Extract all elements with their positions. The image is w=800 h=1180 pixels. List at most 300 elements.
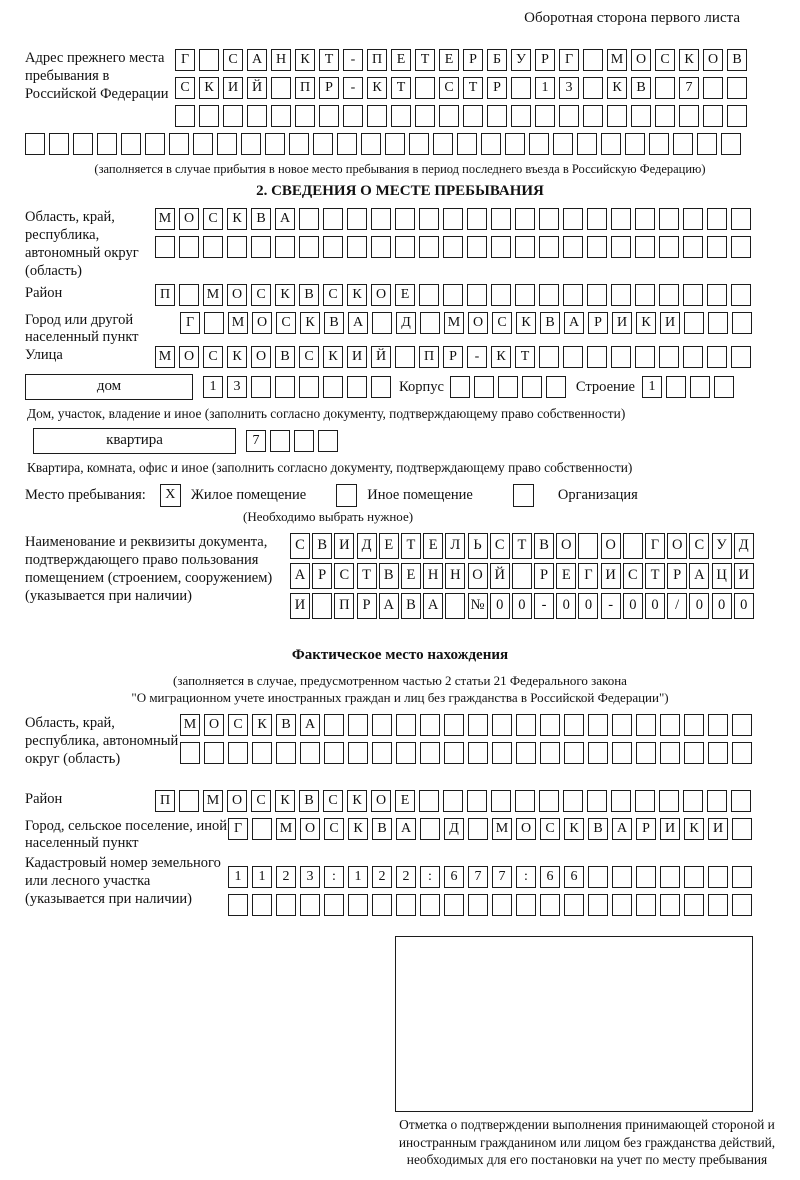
char-cell[interactable]: 1 [203, 376, 223, 398]
char-cell[interactable]: Е [395, 790, 415, 812]
char-cell[interactable] [385, 133, 405, 155]
char-cell[interactable]: И [601, 563, 621, 589]
char-cell[interactable]: 0 [689, 593, 709, 619]
char-cell[interactable]: С [290, 533, 310, 559]
char-cell[interactable] [635, 236, 655, 258]
char-cell[interactable] [564, 742, 584, 764]
char-cell[interactable] [347, 376, 367, 398]
char-cell[interactable] [659, 346, 679, 368]
char-cell[interactable] [419, 208, 439, 230]
char-cell[interactable]: И [347, 346, 367, 368]
char-cell[interactable] [481, 133, 501, 155]
char-cell[interactable]: О [468, 312, 488, 334]
char-cell[interactable]: Д [396, 312, 416, 334]
char-cell[interactable]: В [276, 714, 296, 736]
char-cell[interactable]: О [703, 49, 723, 71]
char-cell[interactable] [25, 133, 45, 155]
char-cell[interactable]: Т [512, 533, 532, 559]
char-cell[interactable] [271, 77, 291, 99]
char-cell[interactable]: 7 [679, 77, 699, 99]
fact-raion-row[interactable] [155, 790, 755, 812]
char-cell[interactable] [684, 742, 704, 764]
char-cell[interactable] [348, 714, 368, 736]
char-cell[interactable] [707, 790, 727, 812]
char-cell[interactable] [563, 790, 583, 812]
char-cell[interactable]: К [347, 284, 367, 306]
char-cell[interactable] [655, 77, 675, 99]
char-cell[interactable]: В [534, 533, 554, 559]
char-cell[interactable] [275, 236, 295, 258]
char-cell[interactable] [313, 133, 333, 155]
char-cell[interactable]: : [516, 866, 536, 888]
char-cell[interactable] [731, 208, 751, 230]
char-cell[interactable]: Т [515, 346, 535, 368]
char-cell[interactable] [707, 208, 727, 230]
char-cell[interactable]: О [516, 818, 536, 840]
char-cell[interactable] [731, 284, 751, 306]
char-cell[interactable] [708, 714, 728, 736]
char-cell[interactable] [587, 208, 607, 230]
char-cell[interactable]: 1 [642, 376, 662, 398]
char-cell[interactable]: К [295, 49, 315, 71]
char-cell[interactable] [732, 742, 752, 764]
char-cell[interactable] [294, 430, 314, 452]
char-cell[interactable]: Г [175, 49, 195, 71]
char-cell[interactable]: А [564, 312, 584, 334]
char-cell[interactable] [337, 133, 357, 155]
char-cell[interactable] [175, 105, 195, 127]
char-cell[interactable] [468, 714, 488, 736]
char-cell[interactable]: И [290, 593, 310, 619]
char-cell[interactable] [372, 714, 392, 736]
prev-address-row-1[interactable] [175, 49, 775, 71]
char-cell[interactable] [443, 284, 463, 306]
char-cell[interactable]: О [251, 346, 271, 368]
dom-row[interactable] [203, 376, 395, 398]
char-cell[interactable] [611, 790, 631, 812]
raion-row[interactable] [155, 284, 755, 306]
char-cell[interactable]: Н [271, 49, 291, 71]
char-cell[interactable] [611, 208, 631, 230]
char-cell[interactable]: А [612, 818, 632, 840]
char-cell[interactable] [553, 133, 573, 155]
char-cell[interactable] [588, 742, 608, 764]
char-cell[interactable] [612, 714, 632, 736]
char-cell[interactable]: Н [445, 563, 465, 589]
document-row-1[interactable] [290, 533, 775, 559]
char-cell[interactable] [468, 742, 488, 764]
fact-oblast-row-2[interactable] [180, 742, 775, 764]
char-cell[interactable]: И [612, 312, 632, 334]
char-cell[interactable]: Р [588, 312, 608, 334]
char-cell[interactable]: Р [535, 49, 555, 71]
char-cell[interactable] [203, 236, 223, 258]
char-cell[interactable]: С [251, 284, 271, 306]
char-cell[interactable] [703, 105, 723, 127]
char-cell[interactable]: К [348, 818, 368, 840]
char-cell[interactable] [491, 236, 511, 258]
char-cell[interactable]: 0 [512, 593, 532, 619]
char-cell[interactable]: С [689, 533, 709, 559]
char-cell[interactable]: 3 [559, 77, 579, 99]
char-cell[interactable]: К [252, 714, 272, 736]
char-cell[interactable] [468, 818, 488, 840]
char-cell[interactable] [635, 790, 655, 812]
char-cell[interactable]: П [295, 77, 315, 99]
char-cell[interactable] [666, 376, 686, 398]
char-cell[interactable]: Т [415, 49, 435, 71]
char-cell[interactable]: А [300, 714, 320, 736]
char-cell[interactable]: Й [371, 346, 391, 368]
char-cell[interactable]: К [491, 346, 511, 368]
char-cell[interactable] [467, 236, 487, 258]
char-cell[interactable] [727, 105, 747, 127]
char-cell[interactable] [635, 208, 655, 230]
char-cell[interactable]: Р [636, 818, 656, 840]
char-cell[interactable] [247, 105, 267, 127]
char-cell[interactable] [347, 208, 367, 230]
char-cell[interactable] [660, 742, 680, 764]
char-cell[interactable] [683, 208, 703, 230]
char-cell[interactable]: 2 [372, 866, 392, 888]
char-cell[interactable] [707, 236, 727, 258]
char-cell[interactable] [636, 894, 656, 916]
char-cell[interactable] [443, 790, 463, 812]
char-cell[interactable]: Б [487, 49, 507, 71]
char-cell[interactable] [636, 866, 656, 888]
char-cell[interactable] [450, 376, 470, 398]
char-cell[interactable] [540, 894, 560, 916]
char-cell[interactable]: Т [319, 49, 339, 71]
kvartira-row[interactable] [246, 430, 342, 452]
char-cell[interactable] [420, 312, 440, 334]
char-cell[interactable]: И [708, 818, 728, 840]
char-cell[interactable] [655, 105, 675, 127]
prev-address-row-2[interactable] [175, 77, 775, 99]
char-cell[interactable]: О [300, 818, 320, 840]
char-cell[interactable]: Ц [712, 563, 732, 589]
char-cell[interactable] [540, 714, 560, 736]
char-cell[interactable] [367, 105, 387, 127]
char-cell[interactable] [300, 894, 320, 916]
char-cell[interactable]: К [679, 49, 699, 71]
char-cell[interactable] [396, 894, 416, 916]
char-cell[interactable] [155, 236, 175, 258]
char-cell[interactable]: - [601, 593, 621, 619]
char-cell[interactable]: А [275, 208, 295, 230]
char-cell[interactable] [660, 714, 680, 736]
char-cell[interactable] [684, 866, 704, 888]
oblast-row-2[interactable] [155, 236, 775, 258]
stroenie-row[interactable] [642, 376, 738, 398]
char-cell[interactable]: О [179, 346, 199, 368]
char-cell[interactable] [564, 714, 584, 736]
char-cell[interactable] [611, 284, 631, 306]
char-cell[interactable] [563, 208, 583, 230]
char-cell[interactable] [673, 133, 693, 155]
char-cell[interactable] [515, 208, 535, 230]
char-cell[interactable]: 7 [468, 866, 488, 888]
char-cell[interactable]: С [490, 533, 510, 559]
char-cell[interactable] [492, 894, 512, 916]
char-cell[interactable] [348, 742, 368, 764]
char-cell[interactable]: М [444, 312, 464, 334]
char-cell[interactable]: П [155, 284, 175, 306]
char-cell[interactable]: К [367, 77, 387, 99]
char-cell[interactable] [299, 376, 319, 398]
char-cell[interactable]: Й [247, 77, 267, 99]
char-cell[interactable]: Е [391, 49, 411, 71]
char-cell[interactable]: М [155, 208, 175, 230]
char-cell[interactable]: В [324, 312, 344, 334]
char-cell[interactable]: - [343, 77, 363, 99]
char-cell[interactable]: Е [439, 49, 459, 71]
char-cell[interactable]: 0 [734, 593, 754, 619]
char-cell[interactable]: С [223, 49, 243, 71]
char-cell[interactable] [516, 894, 536, 916]
char-cell[interactable] [419, 236, 439, 258]
char-cell[interactable] [635, 346, 655, 368]
char-cell[interactable]: Е [395, 284, 415, 306]
char-cell[interactable] [540, 742, 560, 764]
char-cell[interactable]: М [203, 790, 223, 812]
char-cell[interactable]: К [684, 818, 704, 840]
char-cell[interactable] [97, 133, 117, 155]
char-cell[interactable]: 3 [227, 376, 247, 398]
char-cell[interactable]: Р [534, 563, 554, 589]
char-cell[interactable]: 0 [712, 593, 732, 619]
char-cell[interactable]: 0 [623, 593, 643, 619]
char-cell[interactable] [727, 77, 747, 99]
char-cell[interactable]: С [203, 346, 223, 368]
char-cell[interactable] [275, 376, 295, 398]
char-cell[interactable]: А [379, 593, 399, 619]
char-cell[interactable]: Г [578, 563, 598, 589]
char-cell[interactable] [539, 208, 559, 230]
char-cell[interactable]: М [228, 312, 248, 334]
char-cell[interactable]: О [371, 284, 391, 306]
char-cell[interactable] [180, 742, 200, 764]
char-cell[interactable] [318, 430, 338, 452]
char-cell[interactable] [324, 894, 344, 916]
char-cell[interactable] [511, 105, 531, 127]
char-cell[interactable]: Г [180, 312, 200, 334]
char-cell[interactable]: Ь [468, 533, 488, 559]
char-cell[interactable] [492, 742, 512, 764]
char-cell[interactable] [587, 236, 607, 258]
char-cell[interactable]: С [540, 818, 560, 840]
char-cell[interactable] [708, 742, 728, 764]
char-cell[interactable]: П [367, 49, 387, 71]
char-cell[interactable]: С [323, 284, 343, 306]
kadastr-row-2[interactable] [228, 894, 775, 916]
char-cell[interactable] [612, 894, 632, 916]
char-cell[interactable] [583, 105, 603, 127]
char-cell[interactable] [271, 105, 291, 127]
char-cell[interactable]: К [516, 312, 536, 334]
char-cell[interactable] [270, 430, 290, 452]
char-cell[interactable] [683, 790, 703, 812]
char-cell[interactable]: О [468, 563, 488, 589]
char-cell[interactable]: С [623, 563, 643, 589]
char-cell[interactable]: К [347, 790, 367, 812]
char-cell[interactable] [199, 49, 219, 71]
char-cell[interactable]: К [275, 284, 295, 306]
char-cell[interactable] [241, 133, 261, 155]
char-cell[interactable] [708, 894, 728, 916]
char-cell[interactable] [588, 866, 608, 888]
char-cell[interactable]: 1 [535, 77, 555, 99]
char-cell[interactable]: М [155, 346, 175, 368]
char-cell[interactable] [444, 894, 464, 916]
oblast-row-1[interactable] [155, 208, 775, 230]
char-cell[interactable]: - [467, 346, 487, 368]
char-cell[interactable] [563, 236, 583, 258]
gorod-row[interactable] [180, 312, 756, 334]
char-cell[interactable] [492, 714, 512, 736]
char-cell[interactable] [323, 376, 343, 398]
char-cell[interactable] [348, 894, 368, 916]
char-cell[interactable]: В [540, 312, 560, 334]
char-cell[interactable] [690, 376, 710, 398]
char-cell[interactable]: А [423, 593, 443, 619]
char-cell[interactable] [732, 714, 752, 736]
char-cell[interactable] [623, 533, 643, 559]
char-cell[interactable]: Е [423, 533, 443, 559]
char-cell[interactable]: Р [319, 77, 339, 99]
char-cell[interactable] [611, 346, 631, 368]
char-cell[interactable] [583, 49, 603, 71]
char-cell[interactable]: В [312, 533, 332, 559]
char-cell[interactable]: Т [357, 563, 377, 589]
char-cell[interactable] [539, 790, 559, 812]
char-cell[interactable] [324, 742, 344, 764]
char-cell[interactable]: / [667, 593, 687, 619]
char-cell[interactable] [299, 236, 319, 258]
char-cell[interactable] [732, 866, 752, 888]
char-cell[interactable] [516, 714, 536, 736]
char-cell[interactable] [252, 818, 272, 840]
char-cell[interactable]: Р [312, 563, 332, 589]
char-cell[interactable] [714, 376, 734, 398]
char-cell[interactable]: К [199, 77, 219, 99]
char-cell[interactable] [683, 236, 703, 258]
char-cell[interactable] [121, 133, 141, 155]
kadastr-row-1[interactable] [228, 866, 775, 888]
char-cell[interactable] [649, 133, 669, 155]
char-cell[interactable] [204, 312, 224, 334]
char-cell[interactable]: С [251, 790, 271, 812]
char-cell[interactable]: П [419, 346, 439, 368]
char-cell[interactable] [601, 133, 621, 155]
char-cell[interactable] [169, 133, 189, 155]
char-cell[interactable] [445, 593, 465, 619]
char-cell[interactable] [588, 714, 608, 736]
fact-gorod-row[interactable] [228, 818, 756, 840]
char-cell[interactable] [587, 790, 607, 812]
char-cell[interactable]: С [175, 77, 195, 99]
char-cell[interactable] [707, 346, 727, 368]
char-cell[interactable] [419, 790, 439, 812]
char-cell[interactable]: С [439, 77, 459, 99]
char-cell[interactable]: 2 [396, 866, 416, 888]
char-cell[interactable]: Г [228, 818, 248, 840]
char-cell[interactable]: А [290, 563, 310, 589]
char-cell[interactable]: А [396, 818, 416, 840]
char-cell[interactable] [491, 208, 511, 230]
char-cell[interactable]: О [371, 790, 391, 812]
char-cell[interactable] [217, 133, 237, 155]
char-cell[interactable]: С [655, 49, 675, 71]
char-cell[interactable] [371, 236, 391, 258]
char-cell[interactable]: 6 [444, 866, 464, 888]
char-cell[interactable]: В [251, 208, 271, 230]
char-cell[interactable] [276, 742, 296, 764]
char-cell[interactable]: № [468, 593, 488, 619]
char-cell[interactable] [539, 346, 559, 368]
fact-oblast-row-1[interactable] [180, 714, 775, 736]
char-cell[interactable] [433, 133, 453, 155]
char-cell[interactable] [444, 742, 464, 764]
char-cell[interactable]: К [275, 790, 295, 812]
char-cell[interactable]: С [334, 563, 354, 589]
char-cell[interactable]: И [734, 563, 754, 589]
char-cell[interactable]: Г [559, 49, 579, 71]
char-cell[interactable] [612, 742, 632, 764]
char-cell[interactable] [361, 133, 381, 155]
char-cell[interactable]: О [227, 790, 247, 812]
prev-address-row-3[interactable] [175, 105, 775, 127]
char-cell[interactable] [515, 790, 535, 812]
char-cell[interactable] [732, 312, 752, 334]
char-cell[interactable] [535, 105, 555, 127]
char-cell[interactable]: Л [445, 533, 465, 559]
char-cell[interactable] [659, 236, 679, 258]
char-cell[interactable] [420, 742, 440, 764]
char-cell[interactable] [204, 742, 224, 764]
char-cell[interactable] [505, 133, 525, 155]
char-cell[interactable]: С [323, 790, 343, 812]
char-cell[interactable] [708, 312, 728, 334]
char-cell[interactable] [636, 742, 656, 764]
char-cell[interactable] [708, 866, 728, 888]
char-cell[interactable]: Т [391, 77, 411, 99]
char-cell[interactable] [396, 714, 416, 736]
char-cell[interactable]: И [334, 533, 354, 559]
char-cell[interactable]: В [275, 346, 295, 368]
char-cell[interactable] [457, 133, 477, 155]
char-cell[interactable] [683, 346, 703, 368]
checkbox-zhiloe-pomeshchenie[interactable]: X [160, 484, 181, 507]
ulitsa-row[interactable] [155, 346, 755, 368]
char-cell[interactable] [415, 105, 435, 127]
char-cell[interactable]: И [660, 312, 680, 334]
char-cell[interactable] [419, 284, 439, 306]
char-cell[interactable]: И [223, 77, 243, 99]
char-cell[interactable] [659, 208, 679, 230]
char-cell[interactable] [252, 894, 272, 916]
char-cell[interactable] [252, 742, 272, 764]
char-cell[interactable]: С [299, 346, 319, 368]
char-cell[interactable] [295, 105, 315, 127]
char-cell[interactable] [371, 376, 391, 398]
char-cell[interactable] [372, 312, 392, 334]
char-cell[interactable] [578, 533, 598, 559]
char-cell[interactable]: И [660, 818, 680, 840]
char-cell[interactable] [611, 236, 631, 258]
char-cell[interactable]: Е [401, 563, 421, 589]
char-cell[interactable]: В [299, 284, 319, 306]
